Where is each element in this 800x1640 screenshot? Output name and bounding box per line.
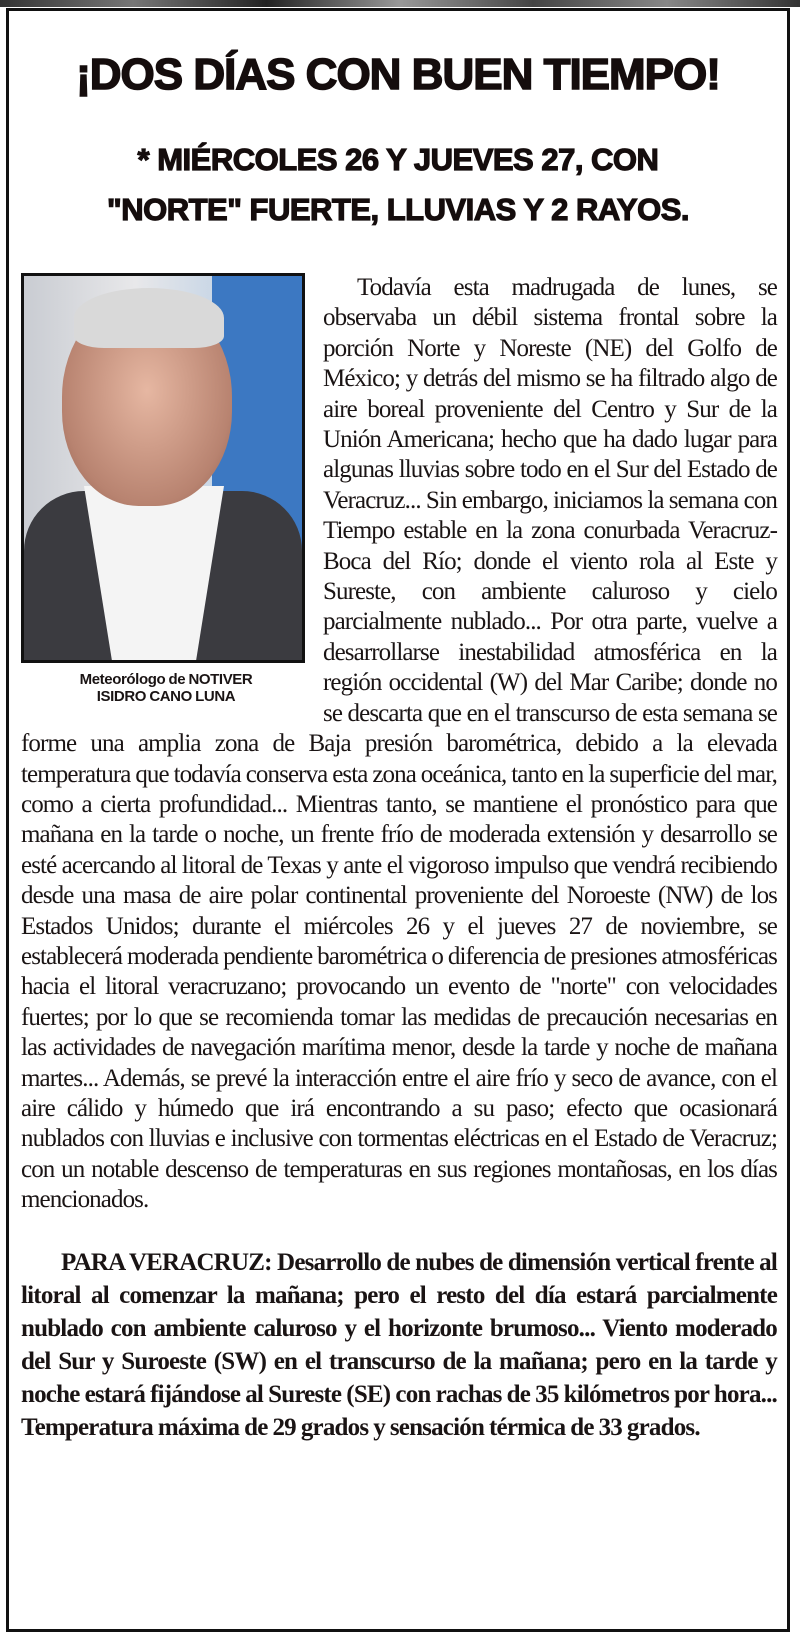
caption-title: Meteorólogo de NOTIVER — [79, 671, 253, 688]
article-frame — [6, 8, 790, 1632]
author-photo — [21, 273, 305, 663]
author-photo-block — [21, 273, 311, 705]
caption-name: ISIDRO CANO LUNA — [96, 688, 236, 705]
article-paragraph-forecast: PARA VERACRUZ: Desarrollo de nubes de dimensión vertical frente al litoral al comenzar la mañana; pero el resto del día estará parcialmente nublado con ambiente caluroso y el horizonte brumoso... Viento moderado del Sur y Suroeste (SW) en el transcurso de la mañana; pero en la tarde y noche estará fijándose al Sureste (SE) con rachas de 35 kilómetros por hora... Temperatura máxima de 29 grados y sensación térmica de 33 grados. — [21, 1248, 777, 1441]
subhead-line-1: * MIÉRCOLES 26 Y JUEVES 27, CON — [137, 142, 659, 177]
subhead-line-2: "NORTE" FUERTE, LLUVIAS Y 2 RAYOS. — [107, 192, 689, 227]
article-body — [21, 273, 777, 1444]
top-edge-strip — [0, 0, 800, 7]
subheadline — [19, 135, 777, 235]
photo-caption — [21, 671, 311, 705]
article-paragraph-1: Todavía esta madrugada de lunes, se observaba un débil sistema frontal sobre la porción Norte y Noreste (NE) del Golfo de México; y detrás del mismo se ha filtrado algo de aire boreal proveniente del Centro y Sur de la Unión Americana; hecho que ha dado lugar para algunas lluvias sobre todo en el Sur del Estado de Veracruz... Sin embargo, iniciamos la semana con Tiempo estable en la zona conurbada Veracruz-Boca del Río; donde el viento rola al Este y Sureste, con ambiente caluroso y cielo parcialmente nublado... Por otra parte, vuelve a desarrollarse inestabilidad atmosférica en la región occidental (W) del Mar Caribe; donde no se descarta que en el transcurso de esta semana se forme una amplia zona de Baja presión barométrica, debido a la elevada temperatura que todavía conserva esta zona oceánica, tanto en la superficie del mar, como a cierta profundidad... Mientras tanto, se mantiene el pronóstico para que mañana en la tarde o noche, un frente frío de moderada extensión y desarrollo se esté acercando al litoral de Texas y ante el vigoroso impulso que vendrá recibiendo desde una masa de aire polar continental proveniente del Noroeste (NW) de los Estados Unidos; durante el miércoles 26 y el jueves 27 de noviembre, se establecerá moderada pendiente barométrica o diferencia de presiones atmosféricas hacia el litoral veracruzano; provocando un evento de "norte" con velocidades fuertes; por lo que se recomienda tomar las medidas de precaución necesarias en las actividades de navegación marítima menor, desde la tarde y noche de mañana martes... Además, se prevé la interacción entre el aire frío y seco de avance, con el aire cálido y húmedo que irá encontrando a su paso; efecto que ocasionará nublados con lluvias e inclusive con tormentas eléctricas en el Estado de Veracruz; con un notable descenso de temperaturas en sus regiones montañosas, en los días mencionados. — [21, 274, 778, 1214]
headline: ¡DOS DÍAS CON BUEN TIEMPO! — [76, 50, 720, 99]
